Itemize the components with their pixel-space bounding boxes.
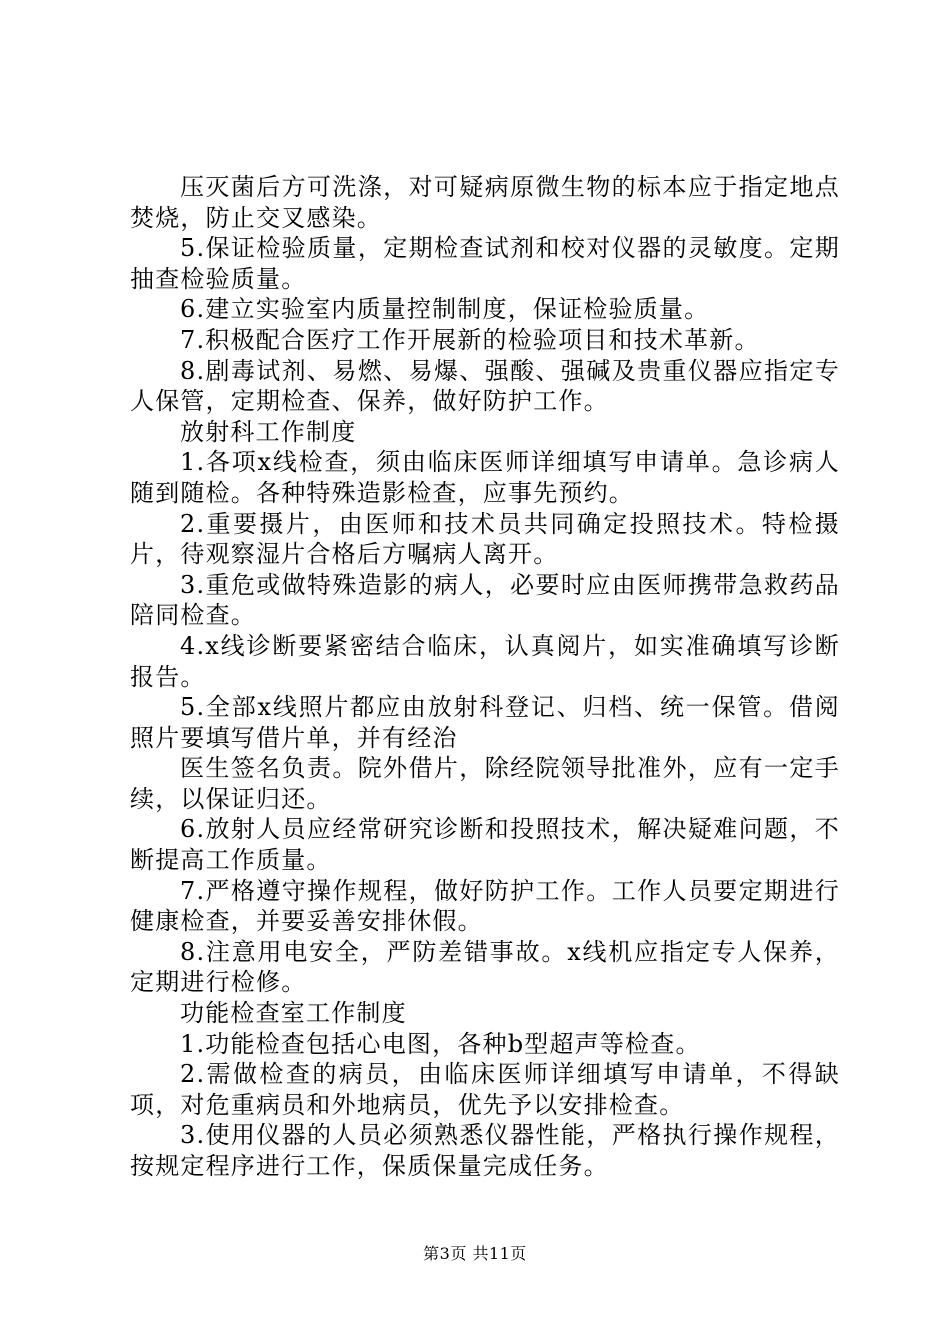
paragraph: 医生签名负责。院外借片，除经院领导批准外，应有一定手续，以保证归还。 (130, 754, 840, 813)
paragraph: 压灭菌后方可洗涤，对可疑病原微生物的标本应于指定地点焚烧，防止交叉感染。 (130, 173, 840, 232)
paragraph: 6.放射人员应经常研究诊断和投照技术，解决疑难问题，不断提高工作质量。 (130, 815, 840, 875)
paragraph: 5.保证检验质量，定期检查试剂和校对仪器的灵敏度。定期抽查检验质量。 (130, 234, 840, 293)
paragraph: 8.注意用电安全，严防差错事故。x线机应指定专人保养，定期进行检修。 (130, 937, 840, 997)
paragraph: 1.功能检查包括心电图，各种b型超声等检查。 (180, 1029, 701, 1058)
paragraph: 8.剧毒试剂、易燃、易爆、强酸、强碱及贵重仪器应指定专人保管，定期检查、保养，做好防护工作。 (130, 356, 840, 416)
page-number-footer: 第3页 共11页 (423, 1244, 527, 1263)
paragraph: 3.重危或做特殊造影的病人，必要时应由医师携带急救药品陪同检查。 (130, 570, 840, 630)
paragraph: 4.x线诊断要紧密结合临床，认真阅片，如实准确填写诊断报告。 (130, 631, 840, 691)
paragraph: 7.严格遵守操作规程，做好防护工作。工作人员要定期进行健康检查，并要妥善安排休假。 (130, 876, 840, 936)
section-heading: 放射科工作制度 (180, 417, 357, 446)
section-heading: 功能检查室工作制度 (180, 999, 407, 1028)
paragraph: 6.建立实验室内质量控制制度，保证检验质量。 (180, 295, 710, 324)
paragraph: 1.各项x线检查，须由临床医师详细填写申请单。急诊病人随到随检。各种特殊造影检查，应事先预约。 (130, 448, 840, 507)
paragraph: 2.重要摄片，由医师和技术员共同确定投照技术。特检摄片，待观察湿片合格后方嘱病人离开。 (130, 509, 840, 569)
paragraph: 5.全部x线照片都应由放射科登记、归档、统一保管。借阅照片要填写借片单，并有经治 (130, 693, 840, 752)
document-body (130, 172, 840, 1182)
paragraph: 7.积极配合医疗工作开展新的检验项目和技术革新。 (180, 325, 760, 354)
paragraph: 2.需做检查的病员，由临床医师详细填写申请单，不得缺项，对危重病员和外地病员，优先予以安排检查。 (130, 1060, 840, 1119)
paragraph: 3.使用仪器的人员必须熟悉仪器性能，严格执行操作规程，按规定程序进行工作，保质保量完成任务。 (130, 1121, 840, 1180)
